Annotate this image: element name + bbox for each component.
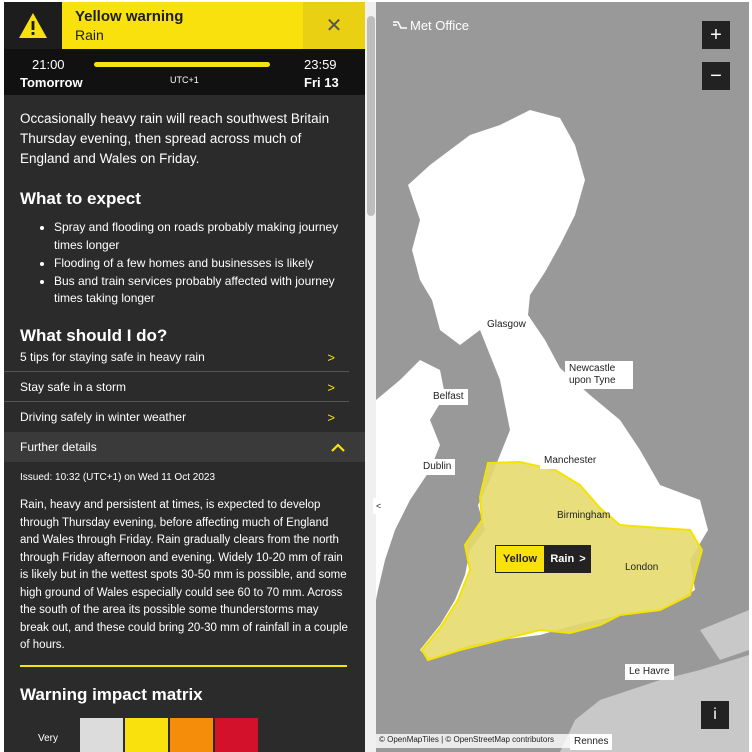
link-heavy-rain-tips[interactable] [4,342,349,372]
matrix-cell-red [215,718,258,752]
link-winter-driving[interactable] [4,402,349,432]
link-label: Driving safely in winter weather [20,410,187,424]
what-should-i-do-heading: What should I do? [20,325,168,345]
scrollbar-thumb[interactable] [367,16,375,216]
start-time: 21:00 [32,57,65,72]
close-button[interactable] [303,2,365,49]
list-item: • Bus and train services probably affected with journey times taking longer [54,273,349,308]
validity-line [94,62,270,67]
impact-matrix-title: Warning impact matrix [20,685,203,704]
list-item: • Flooding of a few homes and businesses is likely [54,255,349,273]
end-day: Fri 13 [304,75,339,90]
close-icon: ✕ [325,15,343,37]
warning-panel [4,2,365,752]
chevron-right-icon: > [327,380,335,395]
warning-area-popup[interactable] [495,545,591,573]
zoom-out-button[interactable] [702,62,730,90]
warning-title: Yellow warning [75,8,184,25]
matrix-cell-yellow [125,718,168,752]
met-office-logo-icon [393,18,407,33]
uk-map-graphic [376,2,749,752]
chevron-up-icon [331,439,345,455]
chevron-left-icon: < [376,501,382,511]
chevron-right-icon: > [327,350,335,365]
further-details-text: Rain, heavy and persistent at times, is expected to develop through Thursday evening, before affecting much of England and Wales through Friday. Rain gradually clears from the north through Friday afternoon and evening. Widely 10-20 mm of rain is likely but in the wettest spots 30-50 mm is possible, and some high ground of Wales especially could see 60 to 70 mm. Across the south of the area its possible some thunderstorms may break out, and these could bring 20-30 mm of rainfall in a couple of hours. [20,499,348,651]
map-label-belfast: Belfast [429,389,468,405]
further-details-label: Further details [20,440,97,454]
minus-icon: − [710,64,722,87]
warning-header [4,2,365,49]
collapse-panel-button[interactable] [373,498,384,514]
map-label-rennes: Rennes [570,734,612,750]
warning-type-label: Rain [550,553,575,565]
matrix-row-label: Very [38,733,59,744]
what-to-expect-heading: What to expect [20,189,141,208]
warning-subtitle: Rain [75,27,104,43]
issued-timestamp: Issued: 10:32 (UTC+1) on Wed 11 Oct 2023 [20,472,216,483]
divider [20,665,347,667]
link-storm-safety[interactable] [4,372,349,402]
link-label: 5 tips for staying safe in heavy rain [20,349,205,364]
end-time: 23:59 [304,57,337,72]
warning-summary: Occasionally heavy rain will reach southwest Britain Thursday evening, then spread across much of England and Wales on Friday. [20,111,330,166]
map-label-manchester: Manchester [540,453,600,469]
met-office-logo [393,18,469,33]
zoom-in-button[interactable] [702,21,730,49]
link-label: Stay safe in a storm [20,379,127,394]
expect-list [20,219,349,308]
met-office-logo-text: Met Office [410,18,470,33]
map-label-birmingham: Birmingham [557,510,611,521]
warning-type-badge [545,545,591,573]
map-label-le-havre: Le Havre [625,664,674,680]
validity-timebar [4,49,365,95]
further-details-toggle[interactable] [4,432,365,462]
warning-triangle-icon [4,2,62,49]
matrix-cell-amber [170,718,213,752]
chevron-right-icon: > [579,553,586,565]
map-attribution[interactable]: © OpenMapTiles | © OpenStreetMap contributors [376,734,572,748]
chevron-right-icon: > [327,410,335,425]
timezone-label: UTC+1 [170,75,199,85]
map-label-dublin: Dublin [419,459,455,475]
info-icon: i [713,706,717,723]
map-label-glasgow: Glasgow [483,317,530,333]
map-view[interactable] [376,2,749,752]
info-button[interactable] [701,701,729,729]
plus-icon: + [710,23,722,46]
matrix-cell-low [80,718,123,752]
map-label-newcastle: Newcastle upon Tyne [565,361,633,389]
map-label-london: London [625,562,659,573]
warning-content [4,95,365,356]
start-day: Tomorrow [20,75,83,90]
list-item: • Spray and flooding on roads probably making journey times longer [54,219,349,254]
warning-level-badge: Yellow [495,545,545,573]
